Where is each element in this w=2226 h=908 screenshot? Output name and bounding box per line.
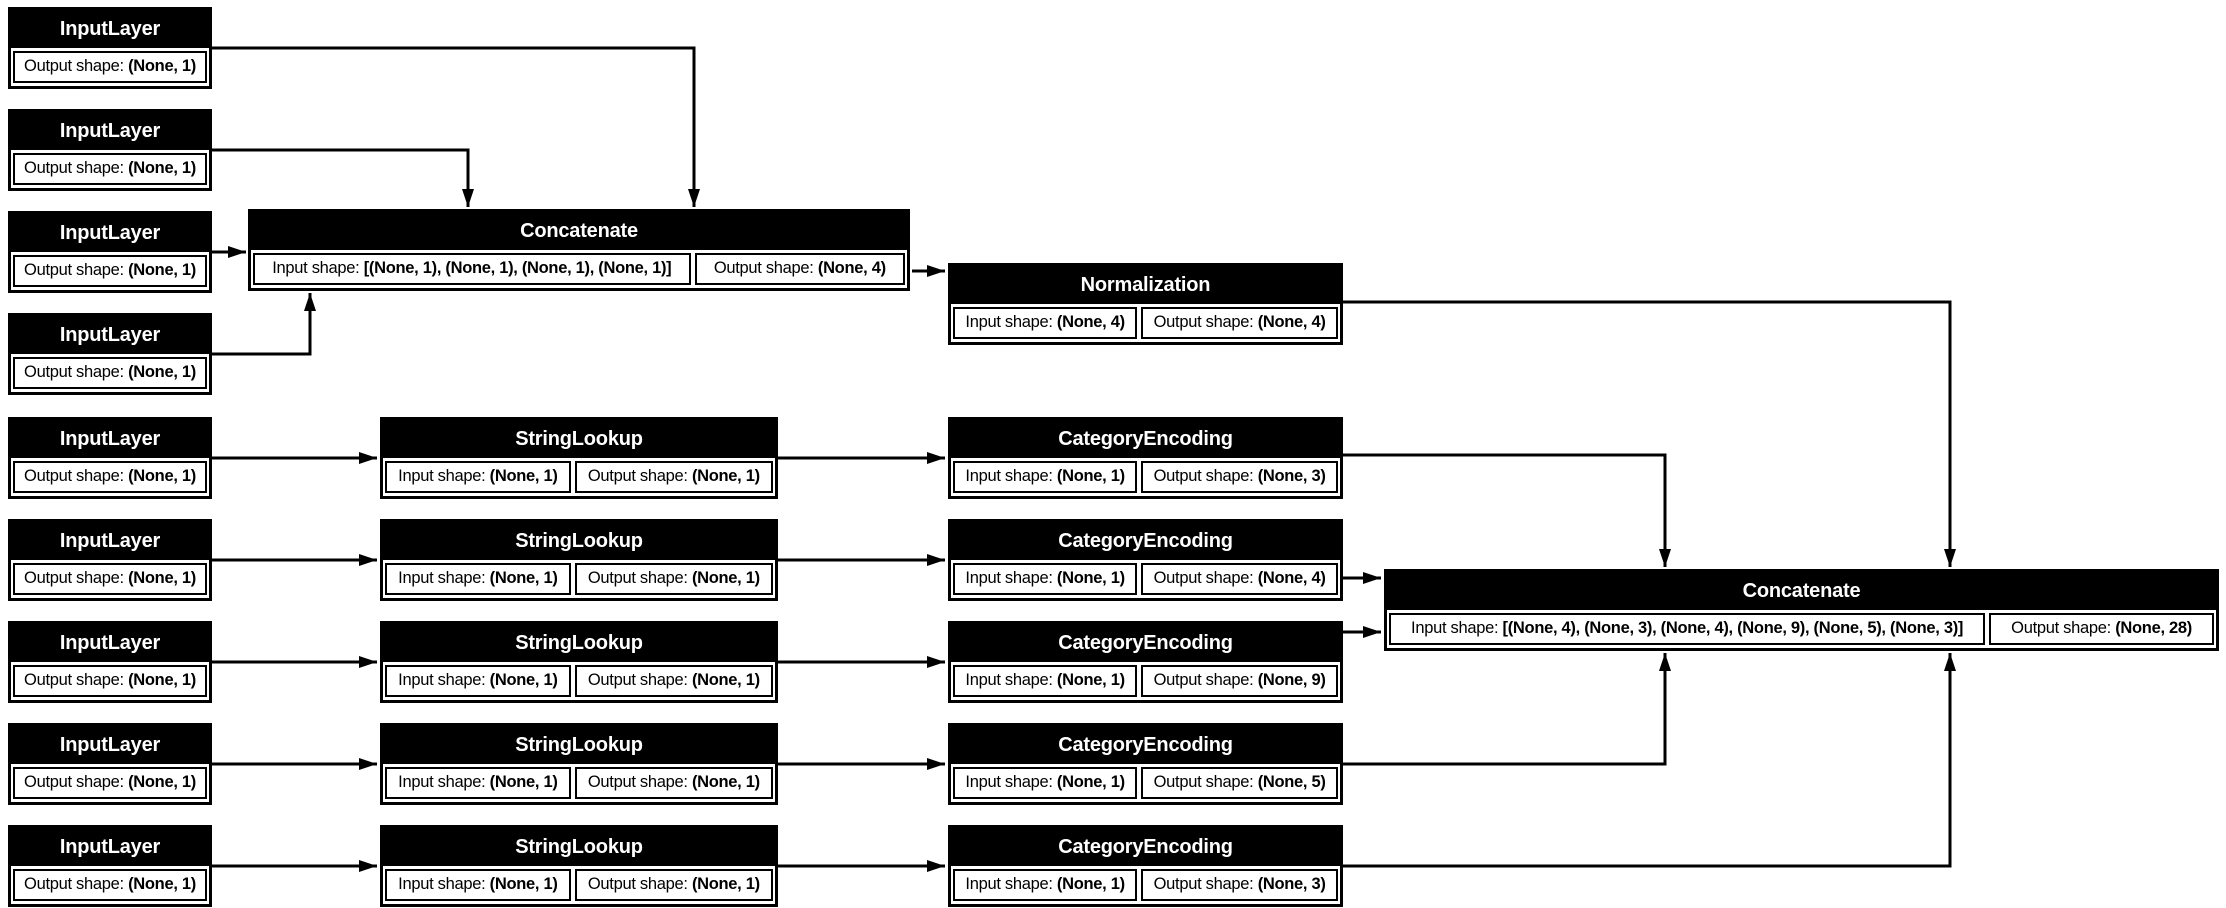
node-body xyxy=(11,354,209,392)
node-type-title: InputLayer xyxy=(11,522,209,560)
output-shape-cell xyxy=(1141,461,1338,493)
output-shape-cell xyxy=(1141,307,1338,339)
input-shape-cell xyxy=(953,563,1137,595)
node-category_encoding_1 xyxy=(948,417,1343,499)
output-shape-cell xyxy=(13,665,207,697)
node-input_2 xyxy=(8,109,212,191)
edge-normalization-to-concatenate_2 xyxy=(1343,302,1950,567)
node-type-title: InputLayer xyxy=(11,316,209,354)
input-shape-cell xyxy=(385,563,571,595)
shape-label: Output shape: xyxy=(2011,619,2116,637)
shape-label: Output shape: xyxy=(24,671,129,689)
shape-label: Output shape: xyxy=(587,569,692,587)
node-type-title: CategoryEncoding xyxy=(951,522,1340,560)
node-body xyxy=(383,866,775,904)
node-type-title: Concatenate xyxy=(1387,572,2216,610)
node-type-title: InputLayer xyxy=(11,624,209,662)
shape-label: Output shape: xyxy=(24,261,129,279)
node-input_7 xyxy=(8,621,212,703)
node-concatenate_2 xyxy=(1384,569,2219,651)
node-type-title: InputLayer xyxy=(11,10,209,48)
shape-label: Output shape: xyxy=(24,363,129,381)
shape-label: Output shape: xyxy=(587,773,692,791)
node-body xyxy=(11,458,209,496)
shape-label: Output shape: xyxy=(1153,467,1258,485)
shape-label: Input shape: xyxy=(965,313,1057,331)
output-shape-cell xyxy=(695,253,905,285)
output-shape-cell xyxy=(575,869,773,901)
node-type-title: InputLayer xyxy=(11,726,209,764)
shape-label: Output shape: xyxy=(1153,875,1258,893)
input-shape-cell xyxy=(385,767,571,799)
output-shape-cell xyxy=(575,563,773,595)
output-shape-cell xyxy=(575,665,773,697)
shape-label: Input shape: xyxy=(965,467,1057,485)
shape-value: (None, 1) xyxy=(128,159,196,177)
node-type-title: CategoryEncoding xyxy=(951,624,1340,662)
shape-label: Input shape: xyxy=(965,671,1057,689)
shape-value: (None, 28) xyxy=(2115,619,2192,637)
edge-input_4-to-concatenate_1 xyxy=(212,293,310,354)
shape-label: Output shape: xyxy=(587,467,692,485)
shape-value: (None, 1) xyxy=(691,875,760,893)
node-body xyxy=(11,48,209,86)
node-type-title: StringLookup xyxy=(383,828,775,866)
node-string_lookup_4 xyxy=(380,723,778,805)
node-category_encoding_4 xyxy=(948,723,1343,805)
shape-value: (None, 1) xyxy=(128,467,196,485)
output-shape-cell xyxy=(13,51,207,83)
shape-value: (None, 3) xyxy=(1257,467,1326,485)
shape-value: [(None, 1), (None, 1), (None, 1), (None, 1)] xyxy=(363,259,672,277)
node-body xyxy=(11,662,209,700)
node-type-title: CategoryEncoding xyxy=(951,828,1340,866)
node-body xyxy=(951,560,1340,598)
node-type-title: StringLookup xyxy=(383,522,775,560)
shape-value: (None, 1) xyxy=(1056,569,1125,587)
node-type-title: CategoryEncoding xyxy=(951,420,1340,458)
shape-value: (None, 1) xyxy=(489,773,558,791)
shape-label: Input shape: xyxy=(965,875,1057,893)
node-body xyxy=(383,560,775,598)
output-shape-cell xyxy=(1141,665,1338,697)
input-shape-cell xyxy=(253,253,691,285)
edge-input_1-to-concatenate_1 xyxy=(212,48,694,207)
input-shape-cell xyxy=(953,307,1137,339)
shape-label: Output shape: xyxy=(24,467,129,485)
node-input_1 xyxy=(8,7,212,89)
input-shape-cell xyxy=(1389,613,1985,645)
node-type-title: InputLayer xyxy=(11,112,209,150)
shape-value: (None, 9) xyxy=(1257,671,1326,689)
node-type-title: InputLayer xyxy=(11,214,209,252)
shape-label: Input shape: xyxy=(272,259,364,277)
node-string_lookup_5 xyxy=(380,825,778,907)
shape-label: Input shape: xyxy=(398,875,490,893)
node-body xyxy=(1387,610,2216,648)
shape-value: (None, 1) xyxy=(489,671,558,689)
output-shape-cell xyxy=(1141,869,1338,901)
shape-label: Input shape: xyxy=(398,773,490,791)
shape-value: (None, 1) xyxy=(489,569,558,587)
node-body xyxy=(11,252,209,290)
shape-label: Output shape: xyxy=(24,57,129,75)
node-body xyxy=(11,150,209,188)
output-shape-cell xyxy=(13,255,207,287)
shape-value: (None, 1) xyxy=(1056,467,1125,485)
shape-value: (None, 1) xyxy=(128,57,196,75)
shape-value: (None, 1) xyxy=(489,875,558,893)
node-string_lookup_1 xyxy=(380,417,778,499)
input-shape-cell xyxy=(385,665,571,697)
input-shape-cell xyxy=(953,461,1137,493)
shape-label: Input shape: xyxy=(398,671,490,689)
shape-label: Output shape: xyxy=(24,159,129,177)
shape-value: (None, 3) xyxy=(1257,875,1326,893)
shape-value: (None, 1) xyxy=(691,773,760,791)
output-shape-cell xyxy=(1141,767,1338,799)
node-type-title: Concatenate xyxy=(251,212,907,250)
node-input_3 xyxy=(8,211,212,293)
node-normalization xyxy=(948,263,1343,345)
output-shape-cell xyxy=(1141,563,1338,595)
shape-value: (None, 1) xyxy=(1056,773,1125,791)
node-body xyxy=(383,662,775,700)
node-category_encoding_3 xyxy=(948,621,1343,703)
output-shape-cell xyxy=(13,767,207,799)
shape-label: Output shape: xyxy=(1153,569,1258,587)
output-shape-cell xyxy=(575,461,773,493)
node-type-title: CategoryEncoding xyxy=(951,726,1340,764)
node-string_lookup_2 xyxy=(380,519,778,601)
shape-value: (None, 1) xyxy=(128,773,196,791)
shape-label: Input shape: xyxy=(398,569,490,587)
node-body xyxy=(11,866,209,904)
node-body xyxy=(951,866,1340,904)
input-shape-cell xyxy=(385,461,571,493)
output-shape-cell xyxy=(575,767,773,799)
shape-label: Output shape: xyxy=(713,259,818,277)
shape-label: Output shape: xyxy=(24,773,129,791)
output-shape-cell xyxy=(1989,613,2214,645)
node-body xyxy=(951,662,1340,700)
node-type-title: Normalization xyxy=(951,266,1340,304)
node-type-title: StringLookup xyxy=(383,624,775,662)
node-input_8 xyxy=(8,723,212,805)
shape-label: Input shape: xyxy=(965,569,1057,587)
node-type-title: StringLookup xyxy=(383,726,775,764)
node-input_4 xyxy=(8,313,212,395)
shape-value: (None, 1) xyxy=(1056,671,1125,689)
node-body xyxy=(951,458,1340,496)
input-shape-cell xyxy=(953,767,1137,799)
node-body xyxy=(383,764,775,802)
edge-category_encoding_5-to-concatenate_2 xyxy=(1343,653,1950,866)
node-body xyxy=(251,250,907,288)
edge-category_encoding_1-to-concatenate_2 xyxy=(1343,455,1665,567)
shape-value: (None, 1) xyxy=(128,875,196,893)
node-body xyxy=(11,764,209,802)
output-shape-cell xyxy=(13,563,207,595)
node-body xyxy=(951,304,1340,342)
shape-label: Input shape: xyxy=(965,773,1057,791)
node-category_encoding_5 xyxy=(948,825,1343,907)
shape-label: Output shape: xyxy=(1153,313,1258,331)
node-body xyxy=(11,560,209,598)
shape-value: (None, 5) xyxy=(1257,773,1326,791)
output-shape-cell xyxy=(13,461,207,493)
output-shape-cell xyxy=(13,153,207,185)
shape-value: (None, 1) xyxy=(691,569,760,587)
node-body xyxy=(383,458,775,496)
shape-value: (None, 4) xyxy=(1257,569,1326,587)
node-concatenate_1 xyxy=(248,209,910,291)
shape-label: Output shape: xyxy=(24,569,129,587)
shape-value: (None, 1) xyxy=(128,671,196,689)
node-input_6 xyxy=(8,519,212,601)
shape-value: (None, 1) xyxy=(128,261,196,279)
shape-value: [(None, 4), (None, 3), (None, 4), (None, 9), (None, 5), (None, 3)] xyxy=(1502,619,1964,637)
node-string_lookup_3 xyxy=(380,621,778,703)
node-input_5 xyxy=(8,417,212,499)
output-shape-cell xyxy=(13,357,207,389)
edge-input_2-to-concatenate_1 xyxy=(212,150,468,207)
shape-value: (None, 4) xyxy=(1056,313,1125,331)
input-shape-cell xyxy=(385,869,571,901)
shape-value: (None, 4) xyxy=(817,259,886,277)
output-shape-cell xyxy=(13,869,207,901)
shape-value: (None, 1) xyxy=(1056,875,1125,893)
shape-value: (None, 1) xyxy=(691,467,760,485)
shape-label: Output shape: xyxy=(587,671,692,689)
node-body xyxy=(951,764,1340,802)
shape-value: (None, 1) xyxy=(128,363,196,381)
node-input_9 xyxy=(8,825,212,907)
input-shape-cell xyxy=(953,665,1137,697)
shape-label: Input shape: xyxy=(398,467,490,485)
shape-label: Output shape: xyxy=(1153,773,1258,791)
node-category_encoding_2 xyxy=(948,519,1343,601)
shape-label: Output shape: xyxy=(587,875,692,893)
node-type-title: InputLayer xyxy=(11,420,209,458)
shape-value: (None, 1) xyxy=(489,467,558,485)
input-shape-cell xyxy=(953,869,1137,901)
node-type-title: InputLayer xyxy=(11,828,209,866)
shape-label: Output shape: xyxy=(1153,671,1258,689)
edge-category_encoding_4-to-concatenate_2 xyxy=(1343,653,1665,764)
node-type-title: StringLookup xyxy=(383,420,775,458)
shape-value: (None, 4) xyxy=(1257,313,1326,331)
shape-label: Output shape: xyxy=(24,875,129,893)
shape-value: (None, 1) xyxy=(128,569,196,587)
shape-label: Input shape: xyxy=(1411,619,1503,637)
shape-value: (None, 1) xyxy=(691,671,760,689)
